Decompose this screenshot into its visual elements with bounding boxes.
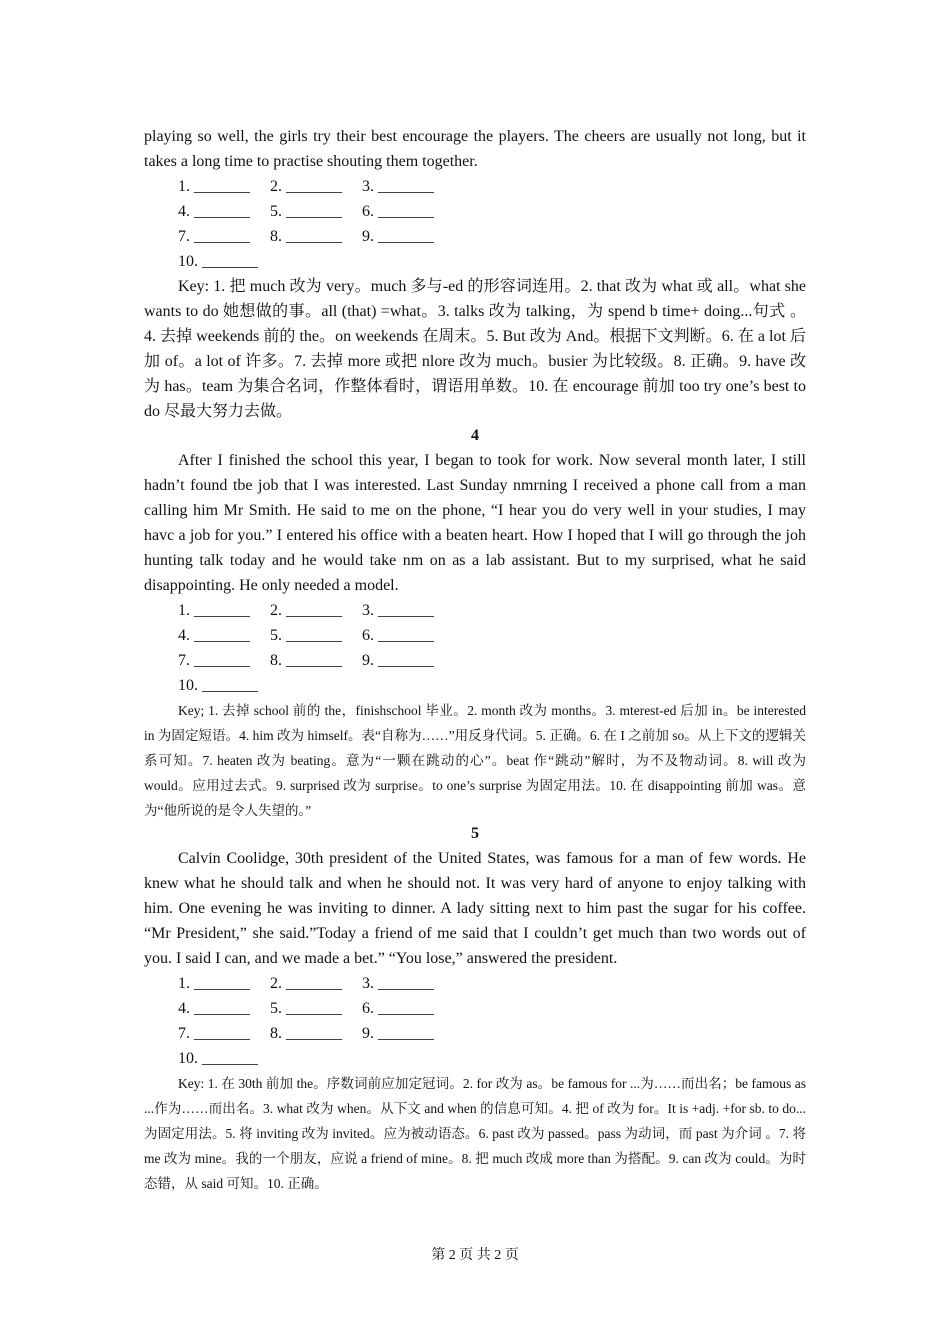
blank-row <box>144 1021 806 1046</box>
answer-blank[interactable]: 9. _______ <box>362 1025 434 1042</box>
blank-row <box>144 648 806 673</box>
answer-blank[interactable]: 10. _______ <box>178 677 258 694</box>
answer-blank[interactable]: 6. _______ <box>362 627 434 644</box>
answer-blank[interactable]: 6. _______ <box>362 1000 434 1017</box>
blank-row <box>144 971 806 996</box>
answer-blank[interactable]: 4. _______ <box>178 203 250 220</box>
answer-blank[interactable]: 7. _______ <box>178 652 250 669</box>
blank-row <box>144 249 806 274</box>
answer-blank[interactable]: 4. _______ <box>178 1000 250 1017</box>
passage-text: Calvin Coolidge, 30th president of the United States, was famous for a man of few words. He knew what he should talk and when he should not. It was very hard of anyone to enjoy talking with him. One evening he was inviting to dinner. A lady sitting next to him past the sugar for his coffee. “Mr President,” she said.”Today a friend of me said that I couldn’t get much than two words out of you. I said I can, and we made a bet.” “You lose,” answered the president. <box>144 850 806 967</box>
answer-blank[interactable]: 4. _______ <box>178 627 250 644</box>
answer-blank[interactable]: 9. _______ <box>362 228 434 245</box>
answer-blank[interactable]: 5. _______ <box>270 203 342 220</box>
answer-blank[interactable]: 10. _______ <box>178 253 258 270</box>
blank-row <box>144 199 806 224</box>
answer-blank[interactable]: 1. _______ <box>178 975 250 992</box>
answer-key: Key: 1. 在 30th 前加 the。序数词前应加定冠词。2. for 改为 as。be famous for ...为……而出名；be famous as ...作为……而出名。3. what 改为 when。从下文 and when 的信息可知。4. 把 of 改为 for。It is +adj. +for sb. to do...为固定用法。5. 将 inviting 改为 invited。应为被动语态。6. past 改为 passed。pass 为动词，而 past 为介词 。7. 将 me 改为 mine。我的一个朋友，应说 a friend of mine。8. 把 much 改成 more than 为搭配。9. can 改为 could。为时态错，从 said 可知。10. 正确。 <box>144 1076 806 1191</box>
answer-blank[interactable]: 5. _______ <box>270 627 342 644</box>
answer-blank[interactable]: 8. _______ <box>270 1025 342 1042</box>
answer-key: Key: 1. 把 much 改为 very。much 多与-ed 的形容词连用。2. that 改为 what 或 all。what she wants to do 她想做的事。all (that) =what。3. talks 改为 talking，为 spend b time+ doing...句式 。4. 去掉 weekends 前的 the。on weekends 在周末。5. But 改为 And。根据下文判断。6. 在 a lot 后加 of。a lot of 许多。7. 去掉 more 或把 nlore 改为 much。busier 为比较级。8. 正确。9. have 改为 has。team 为集合名词，作整体看时，谓语用单数。10. 在 encourage 前加 too try one’s best to do 尽最大努力去做。 <box>144 278 806 420</box>
answer-blanks <box>144 598 806 698</box>
answer-blank[interactable]: 10. _______ <box>178 1050 258 1067</box>
answer-blank[interactable]: 9. _______ <box>362 652 434 669</box>
section-number: 4 <box>471 427 479 444</box>
answer-blank[interactable]: 2. _______ <box>270 178 342 195</box>
answer-blank[interactable]: 2. _______ <box>270 975 342 992</box>
answer-blank[interactable]: 1. _______ <box>178 602 250 619</box>
answer-blank[interactable]: 1. _______ <box>178 178 250 195</box>
answer-blank[interactable]: 3. _______ <box>362 602 434 619</box>
blank-row <box>144 174 806 199</box>
answer-blank[interactable]: 6. _______ <box>362 203 434 220</box>
answer-blanks <box>144 971 806 1071</box>
section-5 <box>144 821 806 1196</box>
answer-blank[interactable]: 2. _______ <box>270 602 342 619</box>
answer-blank[interactable]: 5. _______ <box>270 1000 342 1017</box>
section-4 <box>144 423 806 823</box>
answer-blank[interactable]: 8. _______ <box>270 228 342 245</box>
answer-blank[interactable]: 3. _______ <box>362 178 434 195</box>
passage-text: playing so well, the girls try their best encourage the players. The cheers are usually not long, but it takes a long time to practise shouting them together. <box>144 128 806 170</box>
blank-row <box>144 224 806 249</box>
answer-key: Key; 1. 去掉 school 前的 the，finishschool 毕业。2. month 改为 months。3. mterest-ed 后加 in。be interested in 为固定短语。4. him 改为 himself。表“自称为……”用反身代词。5. 正确。6. 在 I 之前加 so。从上下文的逻辑关系可知。7. heaten 改为 beating。意为“一颗在跳动的心”。beat 作“跳动”解时，为不及物动词。8. will 改为 would。应用过去式。9. surprised 改为 surprise。to one’s surprise 为固定用法。10. 在 disappointing 前加 was。意为“他所说的是令人失望的。” <box>144 703 806 818</box>
passage-text: After I finished the school this year, I began to took for work. Now several month later, I still hadn’t found tbe job that I was interested. Last Sunday nmrning I received a phone call from a man calling him Mr Smith. He said to me on the phone, “I hear you do very well in your studies, I may havc a job for you.” I entered his office with a beaten heart. How I hoped that I will go through the joh hunting talk today and he would take nm on as a lab assistant. But to my surprised, what he said disappointing. He only needed a model. <box>144 452 806 594</box>
blank-row <box>144 598 806 623</box>
page-footer: 第 2 页 共 2 页 <box>431 1248 519 1263</box>
section-3-continuation <box>144 124 806 424</box>
section-number: 5 <box>471 825 479 842</box>
answer-blanks <box>144 174 806 274</box>
blank-row <box>144 673 806 698</box>
blank-row <box>144 1046 806 1071</box>
blank-row <box>144 623 806 648</box>
answer-blank[interactable]: 3. _______ <box>362 975 434 992</box>
answer-blank[interactable]: 8. _______ <box>270 652 342 669</box>
answer-blank[interactable]: 7. _______ <box>178 228 250 245</box>
blank-row <box>144 996 806 1021</box>
answer-blank[interactable]: 7. _______ <box>178 1025 250 1042</box>
